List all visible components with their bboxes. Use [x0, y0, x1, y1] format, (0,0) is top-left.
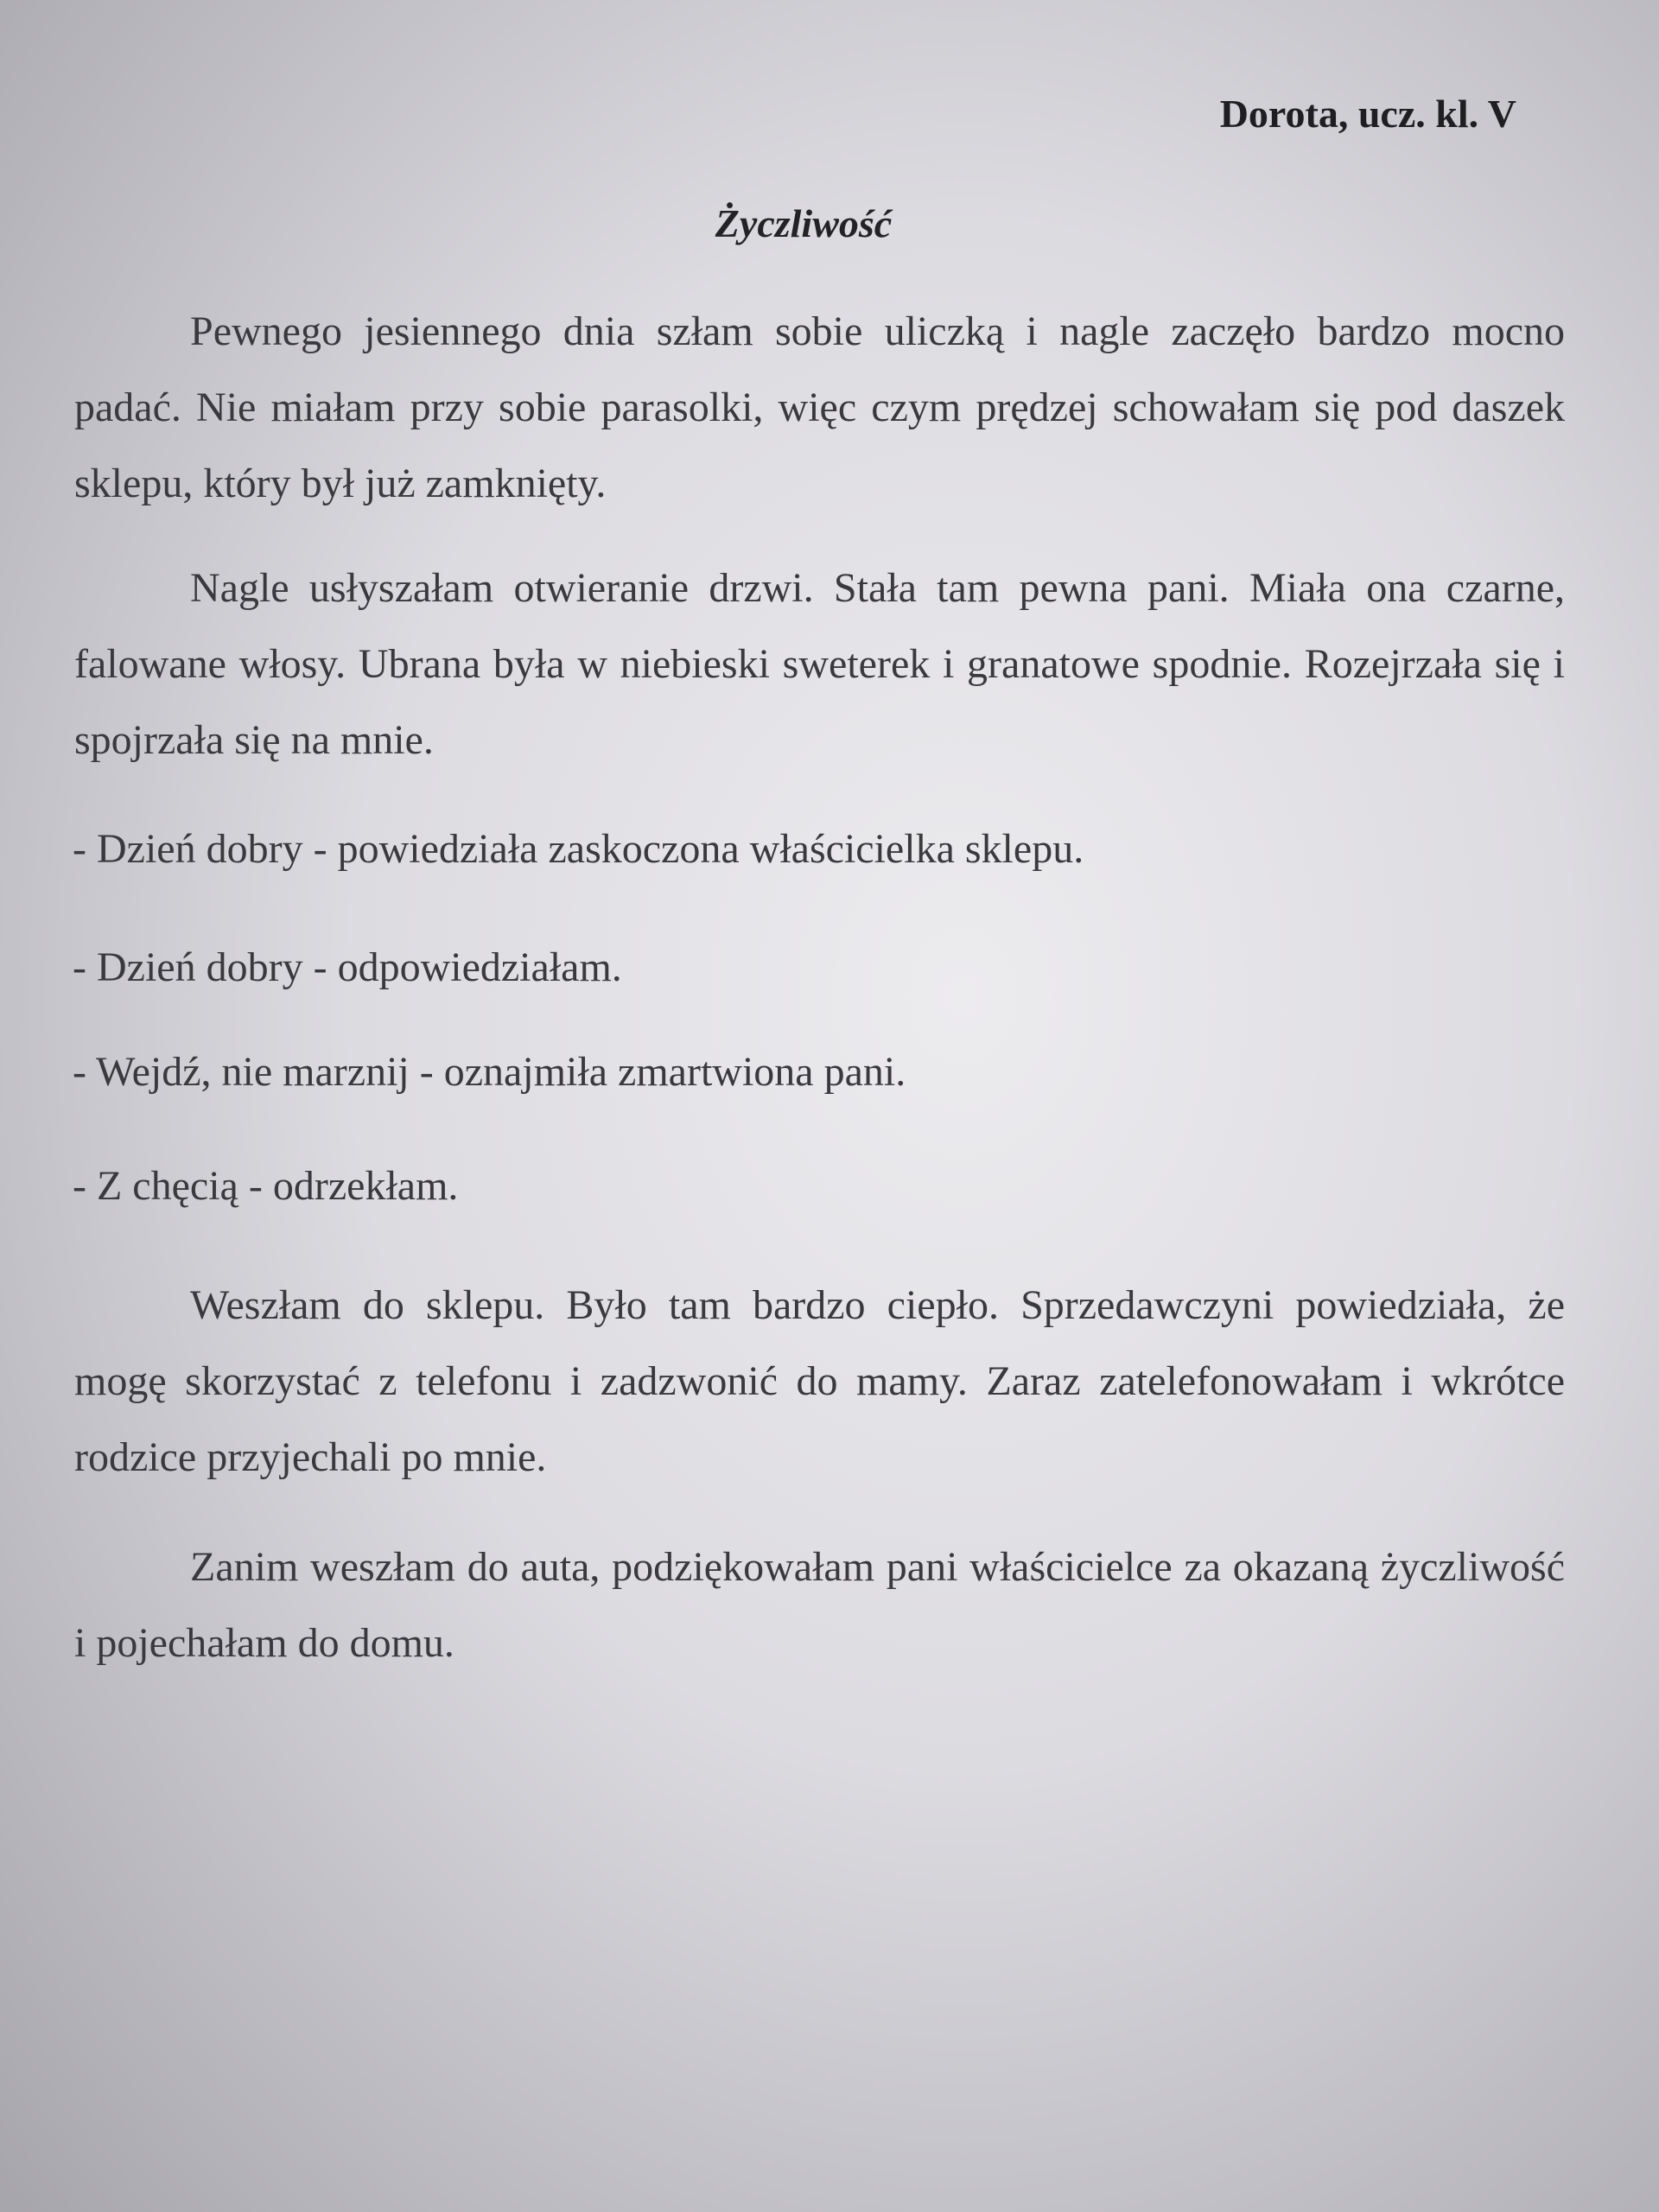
page-title: Życzliwość — [715, 201, 893, 245]
dialogue-line-3: - Wejdź, nie marznij - oznajmiła zmartwiona pani. — [73, 1049, 906, 1095]
paragraph-2: Nagle usłyszałam otwieranie drzwi. Stała tam pewna pani. Miała ona czarne, falowane włosy. Ubrana była w niebieski sweterek i granatowe spodnie. Rozejrzała się i spojrzała się na mnie. — [74, 565, 1565, 763]
author-line: Dorota, ucz. kl. V — [1219, 92, 1516, 136]
paragraph-1: Pewnego jesiennego dnia szłam sobie uliczką i nagle zaczęło bardzo mocno padać. Nie miałam przy sobie parasolki, więc czym prędzej schowałam się pod daszek sklepu, który był już zamknięty. — [74, 308, 1565, 506]
dialogue-line-1: - Dzień dobry - powiedziała zaskoczona właścicielka sklepu. — [73, 826, 1084, 872]
paragraph-3: Weszłam do sklepu. Było tam bardzo ciepło. Sprzedawczyni powiedziała, że mogę skorzystać z telefonu i zadzwonić do mamy. Zaraz zatelefonowałam i wkrótce rodzice przyjechali po mnie. — [74, 1282, 1565, 1480]
dialogue-line-2: - Dzień dobry - odpowiedziałam. — [73, 944, 622, 990]
dialogue-line-4: - Z chęcią - odrzekłam. — [73, 1163, 459, 1209]
paragraph-4: Zanim weszłam do auta, podziękowałam pani właścicielce za okazaną życzliwość i pojechałam do domu. — [74, 1544, 1565, 1666]
